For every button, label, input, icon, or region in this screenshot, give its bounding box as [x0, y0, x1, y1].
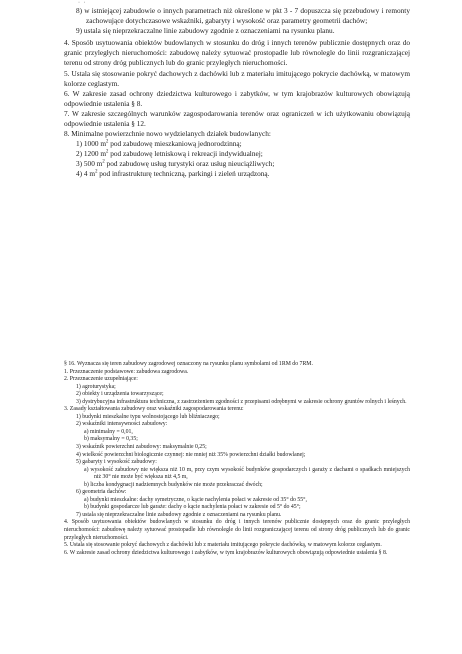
clause-2-item-3: 3) dystrybucyjna infrastruktura techniczna, z zastrzeżeniem zgodności z przepisami odrębnymi w zakresie ochrony gruntów rolnych i leśnych. — [76, 398, 407, 405]
clause-3: 3. Zasady kształtowania zabudowy oraz wskaźniki zagospodarowania terenu: — [64, 406, 244, 413]
lower-section — [64, 361, 410, 557]
clause-2-item-1: 1) agroturystyka; — [76, 383, 116, 390]
paragraph-4: 4. Sposób usytuowania obiektów budowlanych w stosunku do dróg i innych terenów publicznie dostępnych oraz do granic przyległych nieruchomości: zabudowę należy sytuować prostopadle lub równolegle do linii rozgraniczającej terenu od strony dróg publicznych lub do granic przyległych nieruchomości. — [64, 37, 410, 67]
paragraph-8: 8. Minimalne powierzchnie nowo wydzielanych działek budowlanych: — [64, 128, 271, 138]
paragraph-6: 6. W zakresie zasad ochrony dziedzictwa kulturowego i zabytków, w tym krajobrazów kulturowych obowiązują odpowiednie ustalenia § 8. — [64, 89, 410, 109]
clause-3-item-6: 6) geometria dachów: — [76, 489, 127, 496]
min-area-1: 1) 1000 $m^2$ pod zabudowę mieszkaniową jednorodzinną; — [76, 138, 242, 148]
clause-2-item-2: 2) obiekty i urządzenia towarzyszące; — [76, 391, 164, 398]
min-area-2: 2) 1200 $m^2$ pod zabudowę letniskową i rekreacji indywidualnej; — [76, 148, 263, 158]
clause-5: 5. Ustala się stosowanie pokryć dachowych z dachówki lub z materiału imitującego pokrycie dachówką, w matowym kolorze ceglastym. — [64, 542, 382, 549]
clause-3-item-5: 5) gabaryty i wysokość zabudowy: — [76, 459, 157, 466]
clause-4: 4. Sposób usytuowania obiektów budowlanych w stosunku do dróg i innych terenów publicznie dostępnych oraz do granic przyległych nieruchomości: zabudowę należy sytuować prostopadle lub równolegle do linii rozgraniczającej terenu od strony dróg publicznych lub do granic przyległych nieruchomości. — [64, 519, 410, 541]
upper-section — [64, 0, 410, 178]
paragraph-7: 7. W zakresie szczególnych warunków zagospodarowania terenów oraz ograniczeń w ich użytkowaniu obowiązują odpowiednie ustalenia § 12. — [64, 109, 410, 128]
page-fragment-marks: · · — [78, 0, 87, 6]
clause-3-item-7: 7) ustala się nieprzekraczalne linie zabudowy zgodnie z oznaczeniami na rysunku planu. — [76, 511, 282, 518]
clause-3-item-2b: b) maksymalny = 0,35; — [84, 436, 138, 443]
clause-3-item-2a: a) minimalny = 0,01, — [84, 428, 133, 435]
min-area-3: 3) 500 $m^2$ pod zabudowę usług turystyki oraz usług nieuciążliwych; — [76, 158, 275, 168]
clause-3-item-5a: a) wysokość zabudowy nie większa niż 10 m, przy czym wysokość budynków gospodarczych i garaży z dachami o spadkach mniejszych niż 30° nie może być większa niż 4,5 m, — [84, 466, 410, 481]
clause-3-item-6b: b) budynki gospodarcze lub garaże: dachy o kącie nachylenia połaci w zakresie od 5° do 45°; — [84, 504, 301, 511]
clause-2: 2. Przeznaczenie uzupełniające: — [64, 376, 138, 383]
section-16-heading: § 16. Wyznacza się teren zabudowy zagrodowej oznaczony na rysunku planu symbolami od 1RM do 7RM. — [64, 361, 313, 367]
item-8: 8) w istniejącej zabudowie o innych parametrach niż określone w pkt 3 - 7 dopuszcza się przebudowy i remonty zachowujące dotychczasowe wskaźniki, gabaryty i wysokość oraz parametry geometrii dachów; — [76, 6, 410, 25]
clause-3-item-4: 4) wielkość powierzchni biologicznie czynnej: nie mniej niż 35% powierzchni działki budowlanej; — [76, 451, 306, 458]
clause-6: 6. W zakresie zasad ochrony dziedzictwa kulturowego i zabytków, w tym krajobrazów kulturowych obowiązują odpowiednie ustalenia § 8. — [64, 549, 388, 556]
clause-3-item-3: 3) wskaźnik powierzchni zabudowy: maksymalnie 0,25; — [76, 444, 207, 451]
clause-3-item-2: 2) wskaźniki intensywności zabudowy: — [76, 421, 168, 428]
clause-3-item-6a: a) budynki mieszkalne: dachy symetryczne, o kącie nachylenia połaci w zakresie od 35° do 55°, — [84, 496, 307, 503]
item-9: 9) ustala się nieprzekraczalne linie zabudowy zgodnie z oznaczeniami na rysunku planu. — [76, 25, 335, 35]
clause-1: 1. Przeznaczenie podstawowe: zabudowa zagrodowa. — [64, 368, 189, 375]
clause-3-item-1: 1) budynki mieszkalne typu wolnostojącego lub bliźniaczego; — [76, 413, 220, 420]
min-area-4: 4) 4 $m^2$ pod infrastrukturę techniczną, parkingi i zieleń urządzoną. — [76, 168, 270, 178]
clause-3-item-5b: b) liczba kondygnacji nadziemnych budynków nie może przekraczać dwóch; — [84, 481, 263, 488]
paragraph-5: 5. Ustala się stosowanie pokryć dachowych z dachówki lub z materiału imitującego pokrycie dachówką, w matowym kolorze ceglastym. — [64, 69, 410, 89]
